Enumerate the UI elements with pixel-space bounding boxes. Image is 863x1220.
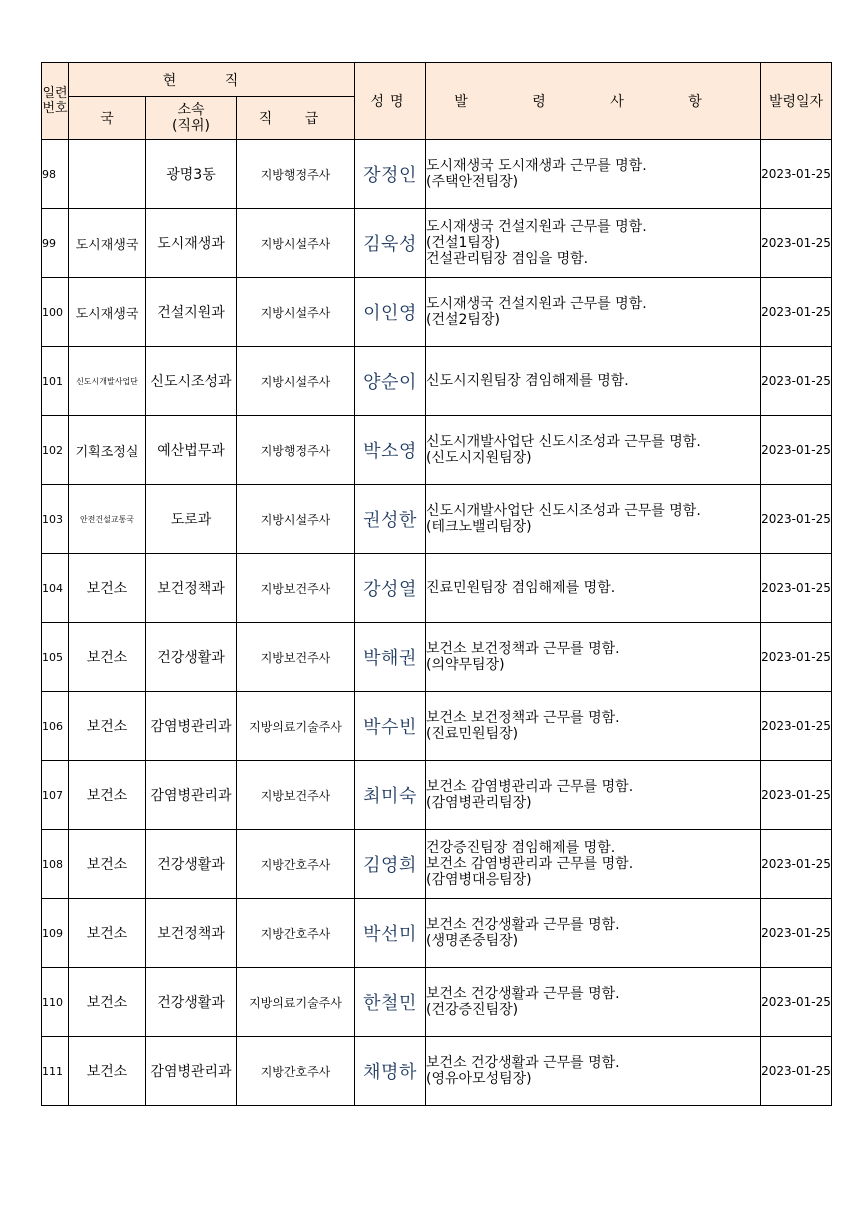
rank-header: 직 급 — [237, 97, 355, 140]
row-number: 105 — [42, 623, 69, 692]
table-header — [42, 63, 832, 140]
current-post-header: 현 직 — [69, 63, 355, 97]
action-line: (감염병대응팀장) — [426, 872, 532, 888]
action-line: 도시재생국 도시재생과 근무를 명함. — [426, 158, 647, 174]
row-number: 102 — [42, 416, 69, 485]
action-cell — [426, 416, 761, 485]
bureau-cell: 기획조정실 — [69, 416, 146, 485]
action-line: (건설2팀장) — [426, 312, 500, 328]
division-cell: 감염병관리과 — [146, 761, 237, 830]
action-line: 신도시개발사업단 신도시조성과 근무를 명함. — [426, 434, 701, 450]
row-number: 106 — [42, 692, 69, 761]
action-cell — [426, 830, 761, 899]
date-cell: 2023-01-25 — [761, 347, 832, 416]
table-row — [42, 278, 832, 347]
action-line: 보건소 건강생활과 근무를 명함. — [426, 1055, 620, 1071]
rank-cell: 지방간호주사 — [237, 830, 355, 899]
table-row — [42, 416, 832, 485]
bureau-header: 국 — [69, 97, 146, 140]
action-line: (신도시지원팀장) — [426, 450, 532, 466]
action-cell — [426, 140, 761, 209]
action-line: (생명존중팀장) — [426, 933, 519, 949]
bureau-cell: 보건소 — [69, 554, 146, 623]
action-line: (건강증진팀장) — [426, 1002, 519, 1018]
division-header-line1: 소속 — [177, 102, 205, 118]
action-line: 신도시개발사업단 신도시조성과 근무를 명함. — [426, 503, 701, 519]
division-cell: 감염병관리과 — [146, 692, 237, 761]
table-row — [42, 209, 832, 278]
row-number: 110 — [42, 968, 69, 1037]
row-number: 99 — [42, 209, 69, 278]
date-cell: 2023-01-25 — [761, 1037, 832, 1106]
rank-cell: 지방시설주사 — [237, 485, 355, 554]
action-line: (진료민원팀장) — [426, 726, 519, 742]
rank-cell: 지방의료기술주사 — [237, 968, 355, 1037]
table-row — [42, 761, 832, 830]
row-number: 111 — [42, 1037, 69, 1106]
table-body — [42, 140, 832, 1106]
bureau-cell: 안전건설교통국 — [69, 485, 146, 554]
rank-cell: 지방의료기술주사 — [237, 692, 355, 761]
division-cell: 신도시조성과 — [146, 347, 237, 416]
table-row — [42, 554, 832, 623]
row-number: 100 — [42, 278, 69, 347]
action-cell — [426, 1037, 761, 1106]
rank-cell: 지방행정주사 — [237, 416, 355, 485]
bureau-cell: 보건소 — [69, 623, 146, 692]
action-line: 보건소 보건정책과 근무를 명함. — [426, 641, 620, 657]
rank-cell: 지방시설주사 — [237, 347, 355, 416]
row-number: 101 — [42, 347, 69, 416]
person-name: 이인영 — [355, 278, 426, 347]
rank-cell: 지방간호주사 — [237, 1037, 355, 1106]
date-cell: 2023-01-25 — [761, 692, 832, 761]
bureau-cell: 보건소 — [69, 899, 146, 968]
division-cell: 예산법무과 — [146, 416, 237, 485]
action-line: 건설관리팀장 겸임을 명함. — [426, 251, 589, 267]
action-line: 보건소 건강생활과 근무를 명함. — [426, 917, 620, 933]
table-row — [42, 485, 832, 554]
division-cell: 건강생활과 — [146, 623, 237, 692]
action-line: (주택안전팀장) — [426, 174, 519, 190]
date-cell: 2023-01-25 — [761, 830, 832, 899]
date-cell: 2023-01-25 — [761, 278, 832, 347]
division-header-line2: (직위) — [172, 118, 210, 134]
table-row — [42, 968, 832, 1037]
action-line: 보건소 건강생활과 근무를 명함. — [426, 986, 620, 1002]
bureau-cell: 보건소 — [69, 761, 146, 830]
date-cell: 2023-01-25 — [761, 140, 832, 209]
division-cell: 도로과 — [146, 485, 237, 554]
table-row — [42, 140, 832, 209]
personnel-table — [41, 62, 832, 1106]
person-name: 박선미 — [355, 899, 426, 968]
person-name: 양순이 — [355, 347, 426, 416]
person-name: 김영희 — [355, 830, 426, 899]
action-line: 도시재생국 건설지원과 근무를 명함. — [426, 296, 647, 312]
row-number: 109 — [42, 899, 69, 968]
division-cell: 보건정책과 — [146, 554, 237, 623]
table-row — [42, 692, 832, 761]
row-number: 98 — [42, 140, 69, 209]
person-name: 채명하 — [355, 1037, 426, 1106]
action-line: (의약무팀장) — [426, 657, 505, 673]
bureau-cell: 도시재생국 — [69, 209, 146, 278]
action-line: 신도시지원팀장 겸임해제를 명함. — [426, 373, 629, 389]
person-name: 강성열 — [355, 554, 426, 623]
person-name: 최미숙 — [355, 761, 426, 830]
division-header — [146, 97, 237, 140]
person-name: 박소영 — [355, 416, 426, 485]
action-cell — [426, 485, 761, 554]
rank-cell: 지방시설주사 — [237, 278, 355, 347]
date-cell: 2023-01-25 — [761, 899, 832, 968]
bureau-cell: 신도시개발사업단 — [69, 347, 146, 416]
date-cell: 2023-01-25 — [761, 485, 832, 554]
row-number: 108 — [42, 830, 69, 899]
bureau-cell: 도시재생국 — [69, 278, 146, 347]
person-name: 김욱성 — [355, 209, 426, 278]
rank-cell: 지방보건주사 — [237, 554, 355, 623]
action-line: (영유아모성팀장) — [426, 1071, 532, 1087]
action-cell — [426, 554, 761, 623]
date-cell: 2023-01-25 — [761, 761, 832, 830]
action-header: 발 령 사 항 — [426, 63, 761, 140]
action-cell — [426, 278, 761, 347]
action-line: 진료민원팀장 겸임해제를 명함. — [426, 580, 616, 596]
division-cell: 건강생활과 — [146, 968, 237, 1037]
row-number: 104 — [42, 554, 69, 623]
division-cell: 광명3동 — [146, 140, 237, 209]
action-line: 보건소 보건정책과 근무를 명함. — [426, 710, 620, 726]
action-line: 보건소 감염병관리과 근무를 명함. — [426, 779, 634, 795]
action-cell — [426, 209, 761, 278]
action-line: 보건소 감염병관리과 근무를 명함. — [426, 856, 634, 872]
division-cell: 건설지원과 — [146, 278, 237, 347]
action-cell — [426, 623, 761, 692]
action-line: (테크노밸리팀장) — [426, 519, 532, 535]
division-cell: 보건정책과 — [146, 899, 237, 968]
action-cell — [426, 968, 761, 1037]
date-cell: 2023-01-25 — [761, 554, 832, 623]
person-name: 박수빈 — [355, 692, 426, 761]
rank-cell: 지방행정주사 — [237, 140, 355, 209]
bureau-cell: 보건소 — [69, 968, 146, 1037]
table-row — [42, 347, 832, 416]
action-line: 건강증진팀장 겸임해제를 명함. — [426, 840, 616, 856]
table-row — [42, 623, 832, 692]
person-name: 박해권 — [355, 623, 426, 692]
rank-cell: 지방간호주사 — [237, 899, 355, 968]
division-cell: 건강생활과 — [146, 830, 237, 899]
name-header: 성명 — [355, 63, 426, 140]
rank-cell: 지방보건주사 — [237, 761, 355, 830]
action-cell — [426, 692, 761, 761]
bureau-cell: 보건소 — [69, 830, 146, 899]
person-name: 권성한 — [355, 485, 426, 554]
table-row — [42, 830, 832, 899]
action-cell — [426, 761, 761, 830]
action-cell — [426, 899, 761, 968]
seq-header: 일련번호 — [42, 63, 69, 140]
date-cell: 2023-01-25 — [761, 968, 832, 1037]
division-cell: 감염병관리과 — [146, 1037, 237, 1106]
date-cell: 2023-01-25 — [761, 623, 832, 692]
bureau-cell — [69, 140, 146, 209]
date-header: 발령일자 — [761, 63, 832, 140]
bureau-cell: 보건소 — [69, 1037, 146, 1106]
action-line: (건설1팀장) — [426, 235, 500, 251]
rank-cell: 지방시설주사 — [237, 209, 355, 278]
action-cell — [426, 347, 761, 416]
bureau-cell: 보건소 — [69, 692, 146, 761]
division-cell: 도시재생과 — [146, 209, 237, 278]
row-number: 103 — [42, 485, 69, 554]
action-line: 도시재생국 건설지원과 근무를 명함. — [426, 219, 647, 235]
person-name: 장정인 — [355, 140, 426, 209]
date-cell: 2023-01-25 — [761, 416, 832, 485]
action-line: (감염병관리팀장) — [426, 795, 532, 811]
row-number: 107 — [42, 761, 69, 830]
person-name: 한철민 — [355, 968, 426, 1037]
date-cell: 2023-01-25 — [761, 209, 832, 278]
table-row — [42, 1037, 832, 1106]
table-row — [42, 899, 832, 968]
rank-cell: 지방보건주사 — [237, 623, 355, 692]
